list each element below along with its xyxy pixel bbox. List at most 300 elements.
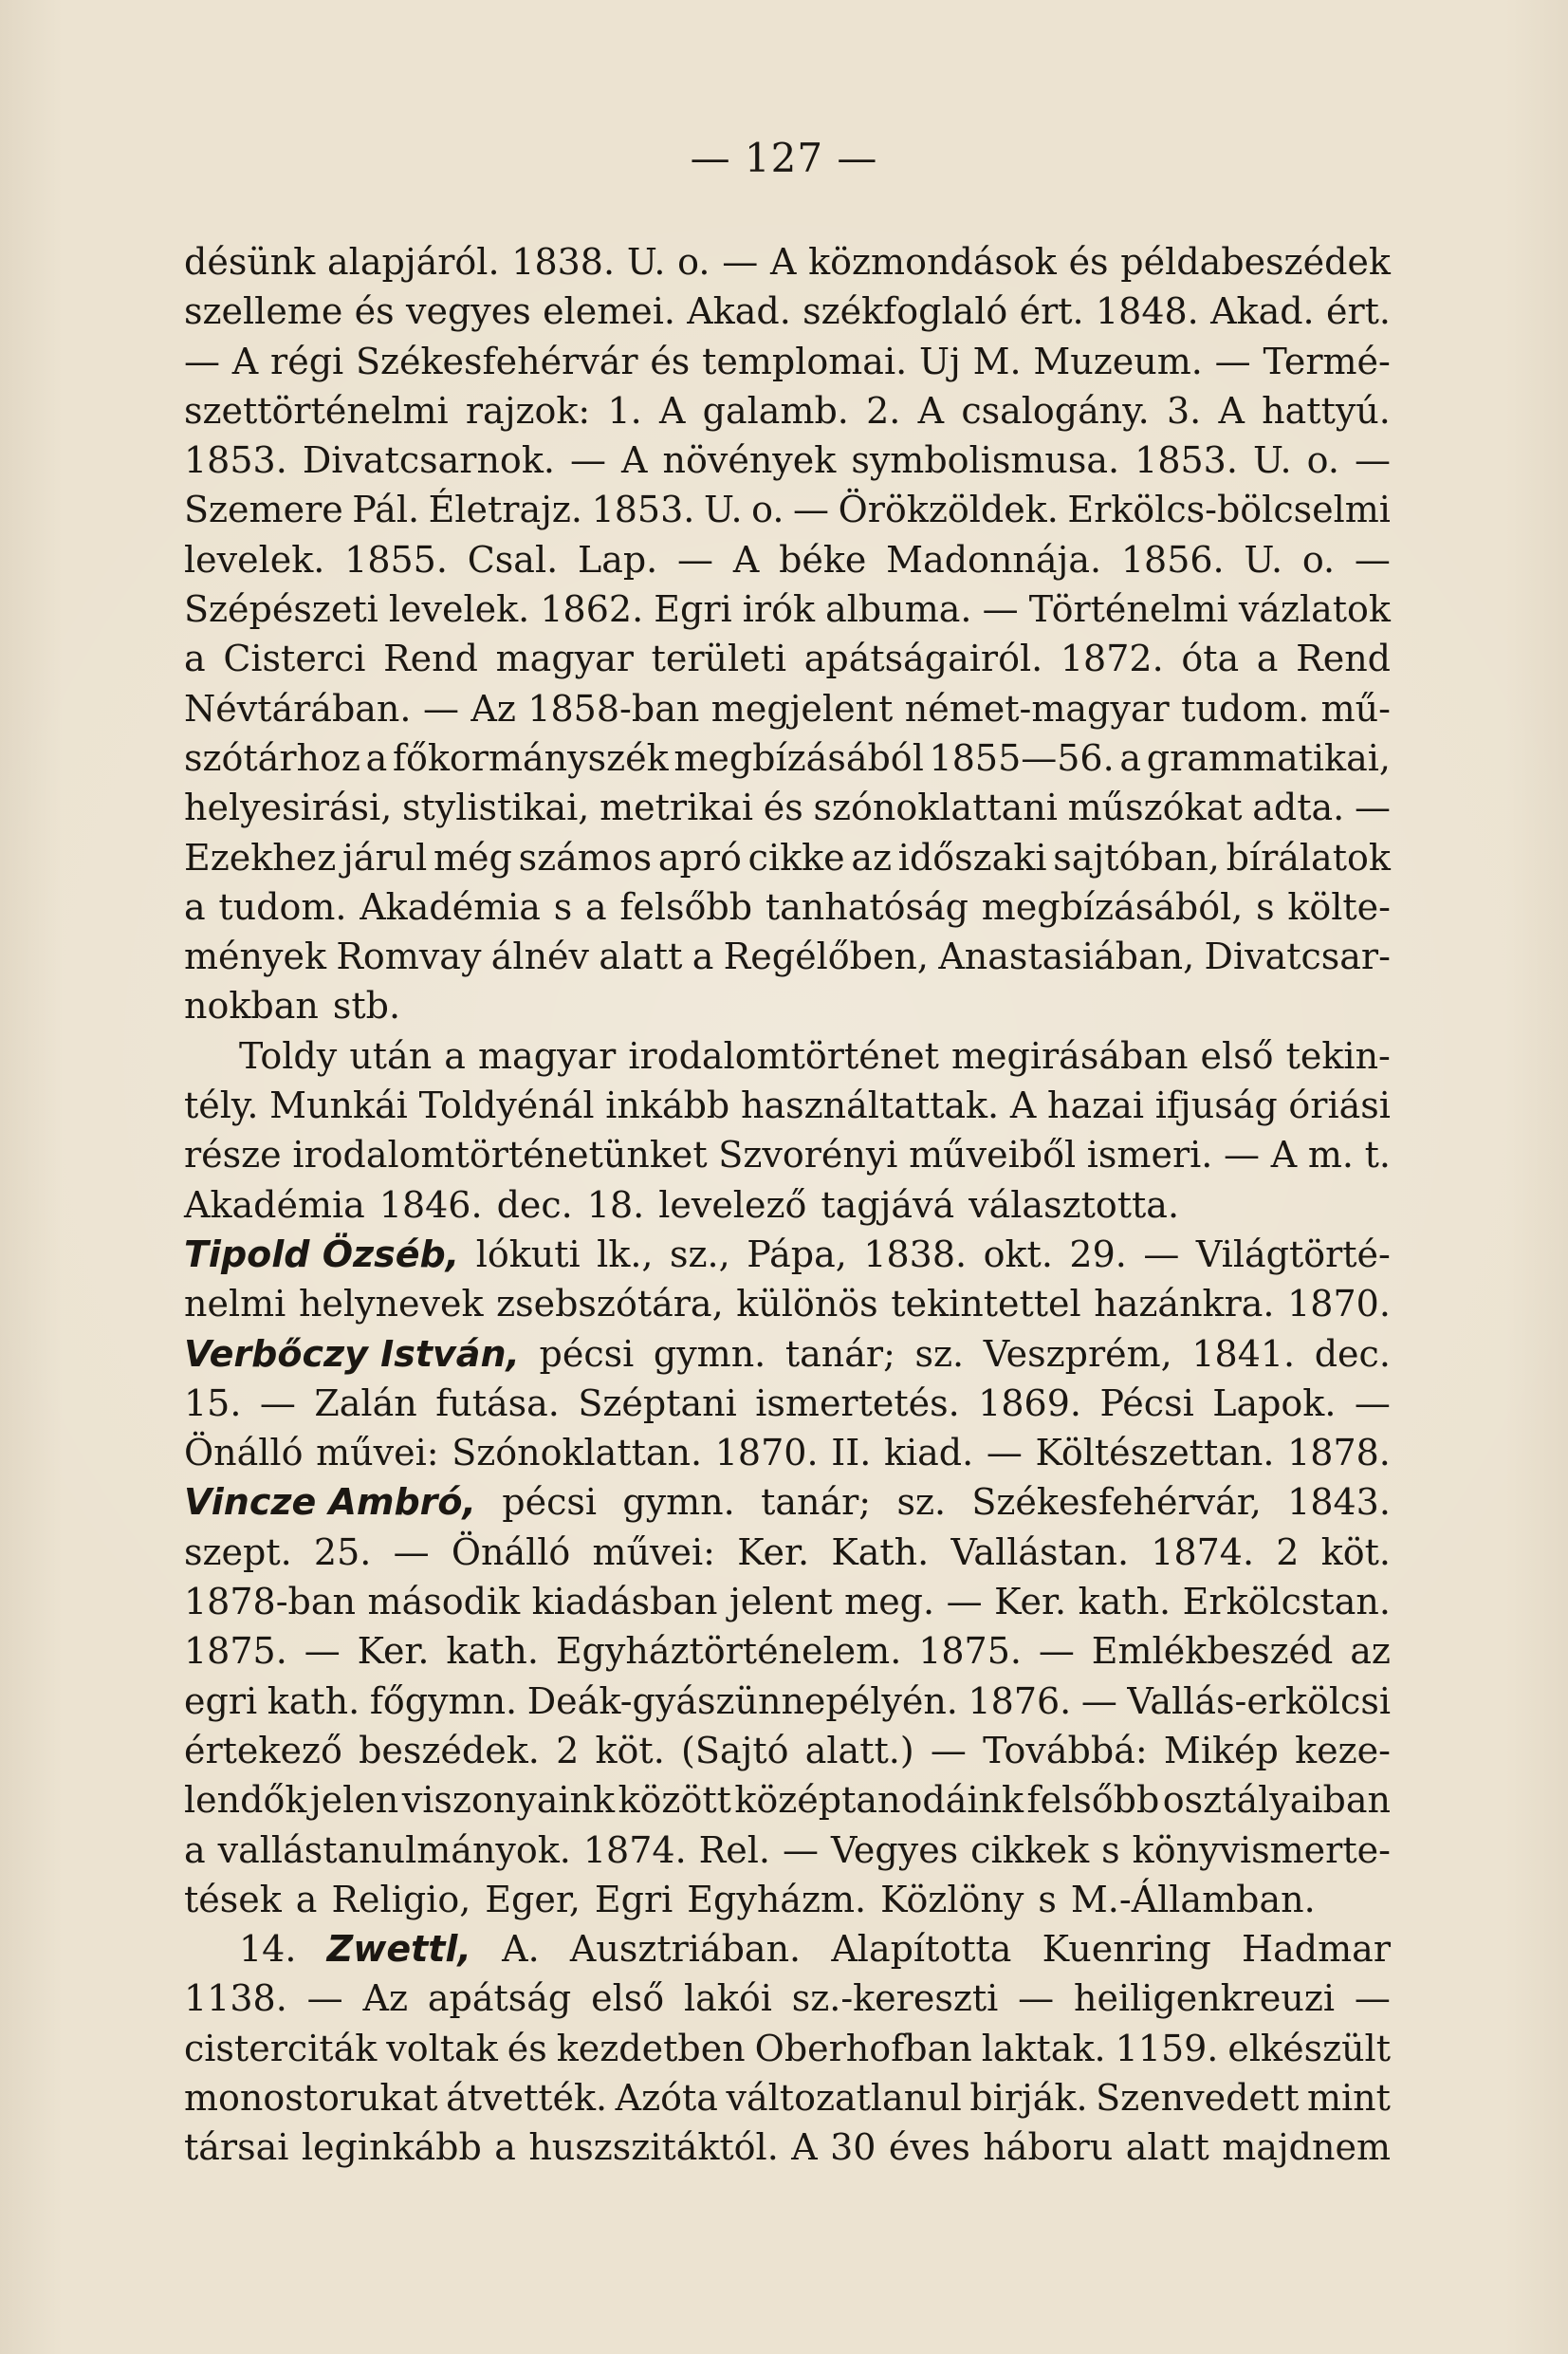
text-line-7: [184, 535, 1391, 584]
text-line-20-word-3: dec.: [496, 1183, 573, 1226]
text-line-21-word-6: okt.: [983, 1233, 1053, 1275]
text-line-7-word-1: levelek.: [184, 538, 325, 581]
text-line-31-word-10: keze-: [1295, 1729, 1391, 1771]
text-line-15-word-5: a: [692, 936, 714, 978]
text-line-21-word-4: Pápa,: [747, 1233, 847, 1275]
text-line-28-word-5: meg.: [844, 1581, 935, 1623]
text-line-25-word-2: művei:: [316, 1432, 439, 1474]
text-line-1-word-4: U.: [626, 241, 666, 283]
text-line-1-word-9: és: [1068, 241, 1109, 283]
text-line-20: [184, 1180, 1391, 1230]
text-line-4-word-8: csalogány.: [961, 389, 1150, 432]
text-line-38-word-4: változatlanul: [726, 2076, 962, 2119]
text-line-17-word-5: irodalomtörténet: [628, 1034, 939, 1077]
text-line-27-word-7: Kath.: [831, 1530, 930, 1573]
text-line-21-word-3: sz.,: [670, 1233, 730, 1275]
text-line-34-word-6: Egyházm.: [687, 1878, 867, 1920]
text-line-9-word-10: Rend: [1296, 638, 1391, 680]
text-line-7-word-10: U.: [1244, 538, 1283, 581]
text-line-26-word-2: gymn.: [622, 1481, 735, 1524]
text-line-39-word-4: huszszitáktól.: [528, 2126, 779, 2169]
text-line-37-word-8: elkészült: [1227, 2027, 1391, 2069]
text-line-8-word-5: irók: [742, 588, 816, 631]
text-line-4-word-6: 2.: [866, 389, 901, 432]
text-line-34-word-5: Egri: [594, 1878, 673, 1920]
text-line-20-word-6: tagjává: [821, 1183, 955, 1226]
text-line-33-word-6: Vegyes: [830, 1828, 959, 1871]
text-line-35-word-3: Alapította: [831, 1928, 1012, 1971]
text-line-19-word-5: ismeri.: [1086, 1134, 1213, 1177]
text-line-36-word-7: sz.-kereszti: [791, 1977, 999, 2020]
text-line-12-word-6: műszókat: [1067, 787, 1243, 829]
text-line-5-word-4: A: [621, 439, 648, 482]
text-line-6-word-3: Életrajz.: [428, 489, 582, 531]
text-line-33-word-7: cikkek: [970, 1828, 1090, 1871]
text-line-25-word-5: II.: [831, 1432, 872, 1474]
text-line-18-word-6: A: [1009, 1084, 1037, 1127]
text-line-20-word-5: levelező: [658, 1183, 807, 1226]
text-line-5-word-10: —: [1355, 439, 1391, 482]
text-line-23-word-2: gymn.: [653, 1332, 766, 1375]
text-line-4-word-9: 3.: [1166, 389, 1202, 432]
text-line-18-word-1: tély.: [184, 1084, 259, 1127]
text-line-15-word-1: mények: [184, 936, 326, 978]
text-column: [184, 237, 1391, 2173]
text-line-2-word-8: 1848.: [1095, 290, 1199, 333]
text-line-10-word-2: —: [422, 687, 459, 730]
text-line-37-word-5: Oberhofban: [754, 2027, 972, 2069]
text-line-17-word-2: után: [349, 1034, 433, 1077]
text-line-25-word-4: 1870.: [714, 1432, 819, 1474]
text-line-2-word-3: vegyes: [405, 290, 531, 333]
text-line-15-word-6: Regélőben,: [723, 936, 929, 978]
text-line-22-word-7: 1870.: [1287, 1283, 1391, 1325]
text-line-18-word-5: használtattak.: [740, 1084, 1000, 1127]
text-line-24-word-9: Lapok.: [1212, 1381, 1337, 1424]
text-line-13-word-10: bírálatok: [1226, 836, 1391, 879]
text-line-12-word-8: —: [1354, 787, 1391, 829]
text-line-21-word-2: lk.,: [597, 1233, 654, 1275]
text-line-5: [184, 436, 1391, 485]
text-line-23-word-4: sz.: [914, 1332, 965, 1375]
text-line-10-word-1: Névtárában.: [184, 687, 412, 730]
text-line-32-word-7: osztályaiban: [1162, 1779, 1391, 1822]
text-line-4-word-3: 1.: [607, 389, 642, 432]
text-line-22-word-1: nelmi: [184, 1283, 286, 1325]
text-line-30: [184, 1677, 1391, 1726]
text-line-27-word-4: Önálló: [451, 1530, 571, 1573]
text-line-19-word-7: A: [1270, 1134, 1298, 1177]
text-line-24-word-2: —: [259, 1381, 296, 1424]
text-line-25-word-7: —: [986, 1432, 1023, 1474]
text-line-13-word-1: Ezekhez: [184, 836, 337, 879]
text-line-29: [184, 1626, 1391, 1676]
text-line-25-word-3: Szónoklattan.: [452, 1432, 703, 1474]
text-line-39-word-6: 30: [830, 2126, 876, 2169]
text-line-7-word-11: o.: [1301, 538, 1336, 581]
text-line-29-word-8: Emlékbeszéd: [1091, 1630, 1334, 1673]
text-line-9-word-7: 1872.: [1060, 638, 1164, 680]
text-line-18-word-4: inkább: [605, 1084, 730, 1127]
text-line-33-word-9: könyvismerte-: [1132, 1828, 1391, 1871]
text-line-36-word-9: heiligenkreuzi: [1074, 1977, 1336, 2020]
text-line-34-word-2: a: [295, 1878, 318, 1920]
text-line-9-word-2: Cisterci: [223, 638, 366, 680]
text-line-31-word-1: értekező: [184, 1729, 342, 1771]
text-line-31-word-4: köt.: [595, 1729, 665, 1771]
text-line-8-word-1: Szépészeti: [184, 588, 378, 631]
text-line-11-word-4: megbízásából: [673, 736, 924, 779]
text-line-10-word-3: Az: [470, 687, 516, 730]
text-line-27-word-2: 25.: [313, 1530, 372, 1573]
text-line-5-word-8: U.: [1252, 439, 1292, 482]
text-line-9-word-6: apátságairól.: [803, 638, 1043, 680]
text-line-37-word-1: cisterciták: [184, 2027, 378, 2069]
text-line-22-word-4: különös: [736, 1283, 878, 1325]
text-line-39-word-9: alatt: [1125, 2126, 1209, 2169]
text-line-13-word-3: még: [433, 836, 512, 879]
text-line-9-word-8: óta: [1181, 638, 1240, 680]
text-line-39-word-1: társai: [184, 2126, 289, 2169]
text-line-27-word-5: művei:: [592, 1530, 715, 1573]
text-line-1-word-2: alapjáról.: [327, 241, 500, 283]
text-line-21: [184, 1230, 1391, 1279]
text-line-24-word-8: Pécsi: [1099, 1381, 1194, 1424]
text-line-4-word-11: hattyú.: [1262, 389, 1391, 432]
text-line-9-word-9: a: [1256, 638, 1279, 680]
text-line-13-word-7: az: [851, 836, 893, 879]
person-name: Vincze Ambró,: [184, 1481, 476, 1524]
text-line-11-word-5: 1855—56.: [929, 736, 1115, 779]
text-line-24-word-7: 1869.: [978, 1381, 1081, 1424]
text-line-6-word-2: Pál.: [352, 489, 420, 531]
text-line-14-word-4: s: [553, 885, 573, 928]
text-line-32-word-1: lendők: [184, 1779, 307, 1822]
text-line-23-word-5: Veszprém,: [983, 1332, 1172, 1375]
text-line-22-word-3: zsebszótára,: [496, 1283, 724, 1325]
text-line-34-word-4: Eger,: [485, 1878, 581, 1920]
text-line-34-word-7: Közlöny: [880, 1878, 1024, 1920]
text-line-8-word-3: 1862.: [540, 588, 644, 631]
text-line-5-word-2: Divatcsarnok.: [302, 439, 555, 482]
text-line-12-word-3: metrikai: [600, 787, 754, 829]
text-line-31-word-3: 2: [556, 1729, 580, 1771]
text-line-4-word-10: A: [1218, 389, 1245, 432]
text-line-34-word-9: M.-Államban.: [1070, 1878, 1316, 1920]
text-line-29-word-9: az: [1350, 1630, 1391, 1673]
text-line-3-word-8: M.: [972, 340, 1022, 382]
text-line-25: [184, 1428, 1391, 1477]
text-line-8: [184, 584, 1391, 634]
text-line-14-word-7: tanhatóság: [765, 885, 968, 928]
text-line-7-word-8: Madonnája.: [886, 538, 1102, 581]
text-line-17-word-6: megirásában: [951, 1034, 1189, 1077]
text-line-37-word-4: kezdetben: [556, 2027, 746, 2069]
text-line-15-word-3: álnév: [490, 936, 590, 978]
text-line-25-word-6: kiad.: [883, 1432, 974, 1474]
text-line-8-word-4: Egri: [654, 588, 732, 631]
text-line-38-word-1: monostorukat: [184, 2076, 438, 2119]
text-line-22-word-2: helynevek: [298, 1283, 484, 1325]
text-line-5-word-3: —: [569, 439, 606, 482]
text-line-14-word-10: költe-: [1287, 885, 1391, 928]
text-line-8-word-8: Történelmi: [1028, 588, 1228, 631]
text-line-26-word-5: Székesfehérvár,: [971, 1481, 1262, 1524]
text-line-32-word-2: jelen: [309, 1779, 399, 1822]
person-name: Verbőczy István,: [184, 1332, 520, 1375]
text-line-3-word-3: régi: [270, 340, 344, 382]
text-line-23-word-7: dec.: [1314, 1332, 1391, 1375]
text-line-2-word-4: elemei.: [543, 290, 675, 333]
text-line-36-word-2: —: [306, 1977, 343, 2020]
text-line-7-word-7: béke: [779, 538, 867, 581]
text-line-18: [184, 1081, 1391, 1130]
person-name: Zwettl,: [326, 1928, 471, 1971]
text-line-30-word-2: kath.: [267, 1679, 360, 1722]
text-line-10: [184, 684, 1391, 733]
text-line-33-word-4: Rel.: [698, 1828, 770, 1871]
text-line-19-word-6: —: [1224, 1134, 1261, 1177]
text-line-33-word-8: s: [1101, 1828, 1120, 1871]
text-line-2-word-6: székfoglaló: [802, 290, 1008, 333]
text-line-38-word-3: Azóta: [615, 2076, 718, 2119]
text-line-25-word-9: 1878.: [1287, 1432, 1391, 1474]
text-line-25-word-8: Költészettan.: [1035, 1432, 1275, 1474]
text-line-11-word-2: a: [365, 736, 388, 779]
text-line-37-word-7: 1159.: [1115, 2027, 1219, 2069]
text-line-13-word-9: sajtóban,: [1053, 836, 1220, 879]
text-line-32-word-3: viszonyaink: [401, 1779, 616, 1822]
text-line-37-word-6: laktak.: [981, 2027, 1106, 2069]
text-line-32-word-4: között: [618, 1779, 731, 1822]
text-line-27-word-10: 2: [1276, 1530, 1300, 1573]
text-line-27-word-11: köt.: [1320, 1530, 1391, 1573]
text-line-34: [184, 1875, 1391, 1924]
text-line-20-word-1: Akadémia: [184, 1183, 365, 1226]
text-line-7-word-2: 1855.: [344, 538, 448, 581]
text-line-36: [184, 1974, 1391, 2023]
text-line-33-word-1: a: [184, 1828, 206, 1871]
text-line-26: [184, 1477, 1391, 1527]
text-line-2-word-5: Akad.: [687, 290, 791, 333]
text-line-31-word-8: Továbbá:: [983, 1729, 1148, 1771]
text-line-29-word-3: Ker.: [357, 1630, 430, 1673]
text-line-33: [184, 1826, 1391, 1875]
text-line-6-word-1: Szemere: [184, 489, 343, 531]
text-line-19-word-8: m.: [1307, 1134, 1354, 1177]
text-line-14-word-2: tudom.: [218, 885, 347, 928]
text-line-35: [184, 1924, 1391, 1974]
text-line-6: [184, 485, 1391, 534]
text-line-17-word-8: tekin-: [1285, 1034, 1391, 1077]
text-line-9-word-3: Rend: [383, 638, 478, 680]
text-line-3-word-6: templomai.: [702, 340, 908, 382]
text-line-31-word-6: alatt.): [804, 1729, 914, 1771]
text-line-2-word-9: Akad.: [1210, 290, 1315, 333]
text-line-19-word-4: műveiből: [909, 1134, 1077, 1177]
text-line-16-word-1: nokban: [184, 985, 319, 1028]
text-line-13-word-5: apró: [657, 836, 742, 879]
text-line-24-word-1: 15.: [184, 1381, 242, 1424]
text-line-35-word-5: Hadmar: [1242, 1928, 1391, 1971]
text-line-3-word-9: Muzeum.: [1033, 340, 1203, 382]
text-line-13-word-4: számos: [518, 836, 653, 879]
text-line-30-word-1: egri: [184, 1679, 258, 1722]
text-line-4-word-2: rajzok:: [465, 389, 591, 432]
text-line-36-word-1: 1138.: [184, 1977, 287, 2020]
text-line-11-word-6: a: [1119, 736, 1142, 779]
text-line-30-word-7: Vallás-erkölcsi: [1127, 1679, 1391, 1722]
text-line-20-word-4: 18.: [586, 1183, 645, 1226]
text-line-29-word-1: 1875.: [184, 1630, 287, 1673]
text-line-18-word-9: óriási: [1288, 1084, 1391, 1127]
text-line-3-word-1: —: [184, 340, 220, 382]
text-line-27-word-6: Ker.: [737, 1530, 810, 1573]
text-line-4-word-7: A: [917, 389, 945, 432]
text-line-10-word-4: 1858-ban: [527, 687, 700, 730]
text-line-39-word-3: a: [494, 2126, 516, 2169]
text-line-36-word-10: —: [1354, 1977, 1391, 2020]
text-line-21-word-8: —: [1143, 1233, 1180, 1275]
text-line-28: [184, 1577, 1391, 1626]
text-line-9-word-5: területi: [651, 638, 787, 680]
text-line-39-word-8: háboru: [983, 2126, 1114, 2169]
text-line-24-word-3: Zalán: [314, 1381, 417, 1424]
text-line-31-word-2: beszédek.: [359, 1729, 540, 1771]
text-line-24-word-6: ismertetés.: [755, 1381, 960, 1424]
page-number: — 127 —: [690, 135, 878, 181]
text-line-13-word-2: járul: [342, 836, 428, 879]
text-line-31-word-5: (Sajtó: [681, 1729, 789, 1771]
text-line-6-word-8: Örökzöldek.: [838, 489, 1059, 531]
text-line-12-word-7: adta.: [1252, 787, 1345, 829]
text-line-22: [184, 1279, 1391, 1328]
text-line-12-word-2: stylistikai,: [402, 787, 590, 829]
text-line-38-word-7: mint: [1307, 2076, 1391, 2119]
text-line-4-word-4: A: [658, 389, 686, 432]
text-line-14: [184, 882, 1391, 932]
text-line-10-word-8: mű-: [1320, 687, 1391, 730]
text-line-7-word-4: Lap.: [577, 538, 658, 581]
text-line-6-word-7: —: [793, 489, 830, 531]
text-line-38: [184, 2073, 1391, 2122]
text-line-4-word-1: szettörténelmi: [184, 389, 449, 432]
person-name: Tipold Özséb,: [184, 1233, 460, 1275]
text-line-28-word-6: —: [946, 1581, 983, 1623]
text-line-33-word-2: vallástanulmányok.: [217, 1828, 571, 1871]
text-line-24: [184, 1379, 1391, 1428]
text-line-13: [184, 833, 1391, 882]
text-line-30-word-6: —: [1080, 1679, 1117, 1722]
text-line-7-word-3: Csal.: [467, 538, 559, 581]
text-line-28-word-7: Ker.: [994, 1581, 1067, 1623]
text-line-15-word-4: alatt: [599, 936, 683, 978]
text-line-7-word-5: —: [677, 538, 714, 581]
text-line-36-word-8: —: [1018, 1977, 1055, 2020]
text-line-39: [184, 2122, 1391, 2172]
text-line-21-word-9: Világtörté-: [1195, 1233, 1391, 1275]
text-line-29-word-5: Egyháztörténelem.: [555, 1630, 902, 1673]
text-line-1-word-8: közmondások: [808, 241, 1057, 283]
text-line-14-word-1: a: [184, 885, 206, 928]
text-line-33-word-3: 1874.: [582, 1828, 687, 1871]
text-line-26-word-4: sz.: [896, 1481, 947, 1524]
text-line-10-word-5: megjelent: [710, 687, 894, 730]
text-line-4-word-5: galamb.: [702, 389, 849, 432]
text-line-28-word-2: második: [367, 1581, 521, 1623]
text-line-14-word-5: a: [584, 885, 607, 928]
text-line-2-word-1: szelleme: [184, 290, 343, 333]
text-line-3-word-11: Termé-: [1263, 340, 1391, 382]
text-line-14-word-3: Akadémia: [360, 885, 541, 928]
text-line-8-word-7: —: [982, 588, 1019, 631]
text-line-36-word-6: lakói: [683, 1977, 772, 2020]
text-line-9: [184, 634, 1391, 683]
text-line-1-word-7: A: [769, 241, 797, 283]
text-line-20-word-7: választotta.: [968, 1183, 1180, 1226]
text-line-31-word-7: —: [930, 1729, 967, 1771]
text-line-39-word-10: majdnem: [1222, 2126, 1391, 2169]
text-line-34-word-3: Religio,: [331, 1878, 471, 1920]
text-line-16: [184, 981, 1391, 1030]
text-line-18-word-3: Toldyénál: [418, 1084, 595, 1127]
text-line-17-word-7: első: [1200, 1034, 1274, 1077]
text-line-12-word-1: helyesirási,: [184, 787, 393, 829]
text-line-35-word-4: Kuenring: [1042, 1928, 1211, 1971]
text-line-34-word-8: s: [1038, 1878, 1057, 1920]
text-line-24-word-10: —: [1354, 1381, 1391, 1424]
text-line-35-word-1: A.: [502, 1928, 540, 1971]
text-line-1-word-6: —: [722, 241, 759, 283]
text-line-3-word-2: A: [231, 340, 259, 382]
text-line-8-word-2: levelek.: [388, 588, 530, 631]
text-line-37: [184, 2024, 1391, 2073]
text-line-27: [184, 1528, 1391, 1577]
text-line-26-word-3: tanár;: [761, 1481, 872, 1524]
text-line-1-word-1: désünk: [184, 241, 316, 283]
text-line-22-word-6: hazánkra.: [1094, 1283, 1275, 1325]
section-number: 14.: [239, 1928, 297, 1971]
text-line-3: [184, 337, 1391, 386]
text-line-2-word-10: ért.: [1325, 290, 1391, 333]
text-line-15-word-8: Divatcsar-: [1204, 936, 1391, 978]
text-line-2: [184, 287, 1391, 336]
text-line-9-word-4: magyar: [495, 638, 634, 680]
text-line-32-word-5: középtanodáink: [734, 1779, 1024, 1822]
text-line-2-word-7: ért.: [1019, 290, 1084, 333]
text-line-13-word-8: időszaki: [897, 836, 1047, 879]
text-line-3-word-10: —: [1214, 340, 1251, 382]
text-line-38-word-6: Szenvedett: [1096, 2076, 1300, 2119]
text-line-15-word-2: Romvay: [336, 936, 482, 978]
text-line-9-word-1: a: [184, 638, 206, 680]
text-line-37-word-2: voltak: [386, 2027, 498, 2069]
text-line-6-word-9: Erkölcs-bölcselmi: [1067, 489, 1391, 531]
text-line-15: [184, 932, 1391, 981]
text-line-7-word-9: 1856.: [1120, 538, 1225, 581]
text-line-15-word-7: Anastasiában,: [938, 936, 1195, 978]
text-line-6-word-6: o.: [751, 489, 784, 531]
text-line-26-word-6: 1843.: [1287, 1481, 1391, 1524]
text-line-38-word-2: átvették.: [446, 2076, 608, 2119]
text-line-29-word-7: —: [1038, 1630, 1075, 1673]
text-line-11: [184, 733, 1391, 783]
text-line-20-word-2: 1846.: [378, 1183, 483, 1226]
text-line-38-word-5: birják.: [969, 2076, 1088, 2119]
text-line-23: [184, 1329, 1391, 1379]
text-line-11-word-1: szótárhoz: [184, 736, 360, 779]
text-line-5-word-5: növények: [662, 439, 837, 482]
